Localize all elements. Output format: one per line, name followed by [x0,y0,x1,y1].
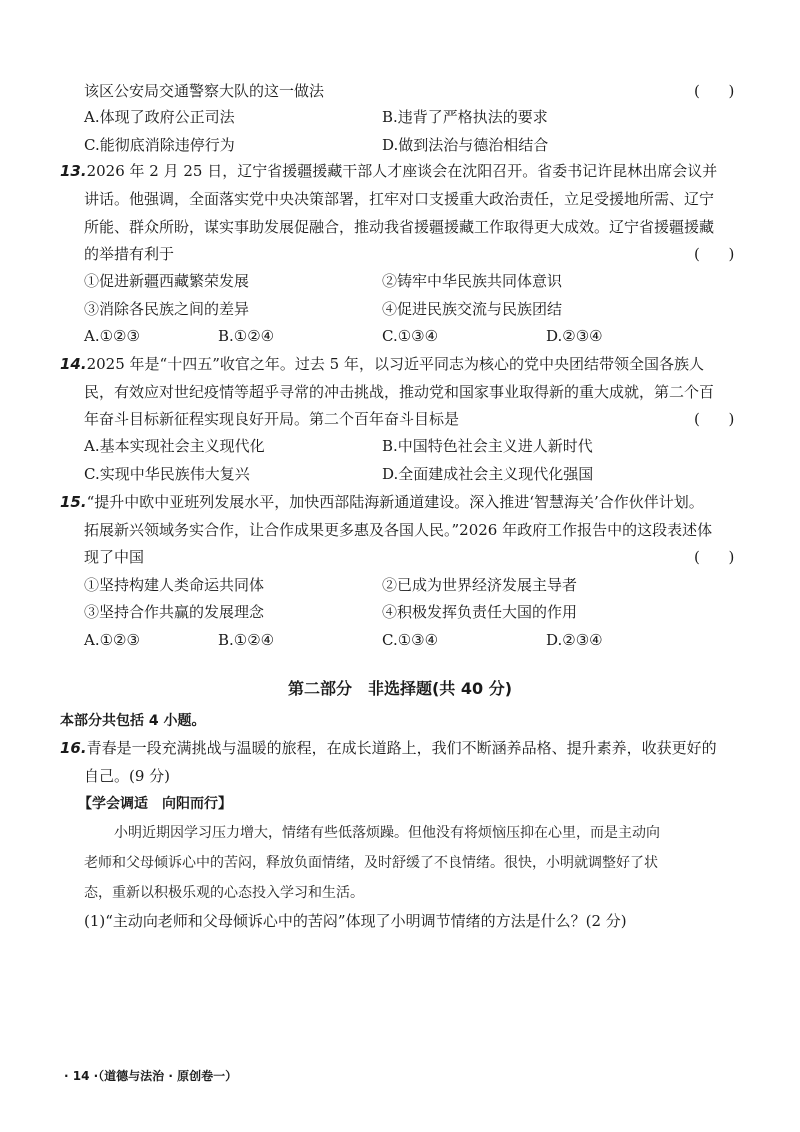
q15-item-2: ②已成为世界经济发展主导者 [382,576,578,594]
q13-item-3: ③消除各民族之间的差异 [84,300,250,318]
q13-line1-text: 2026 年 2 月 25 日，辽宁省援疆援藏干部人才座谈会在沈阳召开。省委书记许昆林出席会议并 [86,162,718,180]
q12-stem-tail: 该区公安局交通警察大队的这一做法 [84,82,325,100]
q15-option-d: D.②③④ [546,631,603,649]
q13-line1 [60,160,717,182]
q14-answer-bracket: ( ) [694,410,735,428]
q13-item-4: ④促进民族交流与民族团结 [382,300,563,318]
q15-option-a: A.①②③ [84,631,140,649]
q12-option-d: D.做到法治与德治相结合 [382,136,549,154]
q13-option-d: D.②③④ [546,327,603,345]
q14-option-c: C.实现中华民族伟大复兴 [84,465,250,483]
q15-line2: 拓展新兴领域务实合作，让合作成果更多惠及各国人民。”2026 年政府工作报告中的这段表述体 [84,521,713,539]
q15-option-c: C.①③④ [382,631,439,649]
q13-line2: 讲话。他强调，全面落实党中央决策部署，扛牢对口支援重大政治责任，立足受援地所需、辽宁 [84,190,715,208]
q16-line1-text: 青春是一段充满挑战与温暖的旅程，在成长道路上，我们不断涵养品格、提升素养，收获更好的 [86,739,717,757]
q14-option-d: D.全面建成社会主义现代化强国 [382,465,594,483]
q16-line1 [60,737,717,759]
part2-intro: 本部分共包括 4 小题。 [60,713,206,729]
q13-number: 13. [60,162,87,180]
q13-line3: 所能、群众所盼，谋实事助发展促融合，推动我省援疆援藏工作取得更大成效。辽宁省援疆援藏 [84,218,715,236]
q14-number: 14. [60,355,87,373]
q16-subquestion-1: (1)“主动向老师和父母倾诉心中的苦闷”体现了小明调节情绪的方法是什么？(2 分) [84,912,627,930]
q16-line2: 自己。(9 分) [84,767,171,785]
q15-item-3: ③坚持合作共赢的发展理念 [84,603,265,621]
q16-material-line1: 小明近期因学习压力增大，情绪有些低落烦躁。但他没有将烦恼压抑在心里，而是主动向 [114,825,660,841]
q14-line1 [60,353,704,375]
q14-line3: 年奋斗目标新征程实现良好开局。第二个百年奋斗目标是 [84,410,460,428]
q12-option-a: A.体现了政府公正司法 [84,108,235,126]
q16-subheading: 【学会调适 向阳而行】 [78,796,232,812]
q13-line4: 的举措有利于 [84,245,175,263]
q13-item-1: ①促进新疆西藏繁荣发展 [84,272,250,290]
q15-number: 15. [60,493,87,511]
q15-item-4: ④积极发挥负责任大国的作用 [382,603,578,621]
q15-line1 [60,491,704,513]
q16-material-line2: 老师和父母倾诉心中的苦闷，释放负面情绪，及时舒缓了不良情绪。很快，小明就调整好了状 [84,855,658,871]
q14-line1-text: 2025 年是“十四五”收官之年。过去 5 年，以习近平同志为核心的党中央团结带领全国各族人 [86,355,704,373]
q16-number: 16. [60,739,87,757]
page-footer: · 14 ·（道德与法治 · 原创卷一） [64,1069,238,1083]
q15-item-1: ①坚持构建人类命运共同体 [84,576,265,594]
q13-item-2: ②铸牢中华民族共同体意识 [382,272,563,290]
q13-option-c: C.①③④ [382,327,439,345]
q12-option-c: C.能彻底消除违停行为 [84,136,235,154]
q13-answer-bracket: ( ) [694,245,735,263]
q14-option-a: A.基本实现社会主义现代化 [84,437,265,455]
q14-line2: 民，有效应对世纪疫情等超乎寻常的冲击挑战，推动党和国家事业取得新的重大成就，第二个百 [84,383,715,401]
q12-option-b: B.违背了严格执法的要求 [382,108,548,126]
q13-option-a: A.①②③ [84,327,140,345]
q13-option-b: B.①②④ [218,327,275,345]
q15-answer-bracket: ( ) [694,548,735,566]
q15-option-b: B.①②④ [218,631,275,649]
part2-title: 第二部分 非选择题(共 40 分) [287,679,513,698]
q15-line3: 现了中国 [84,548,145,566]
q15-line1-text: “提升中欧中亚班列发展水平，加快西部陆海新通道建设。深入推进‘智慧海关’合作伙伴计划。 [86,493,704,511]
q14-option-b: B.中国特色社会主义进人新时代 [382,437,593,455]
q16-material-line3: 态，重新以积极乐观的心态投入学习和生活。 [84,885,364,901]
q12-answer-bracket: ( ) [694,82,735,100]
